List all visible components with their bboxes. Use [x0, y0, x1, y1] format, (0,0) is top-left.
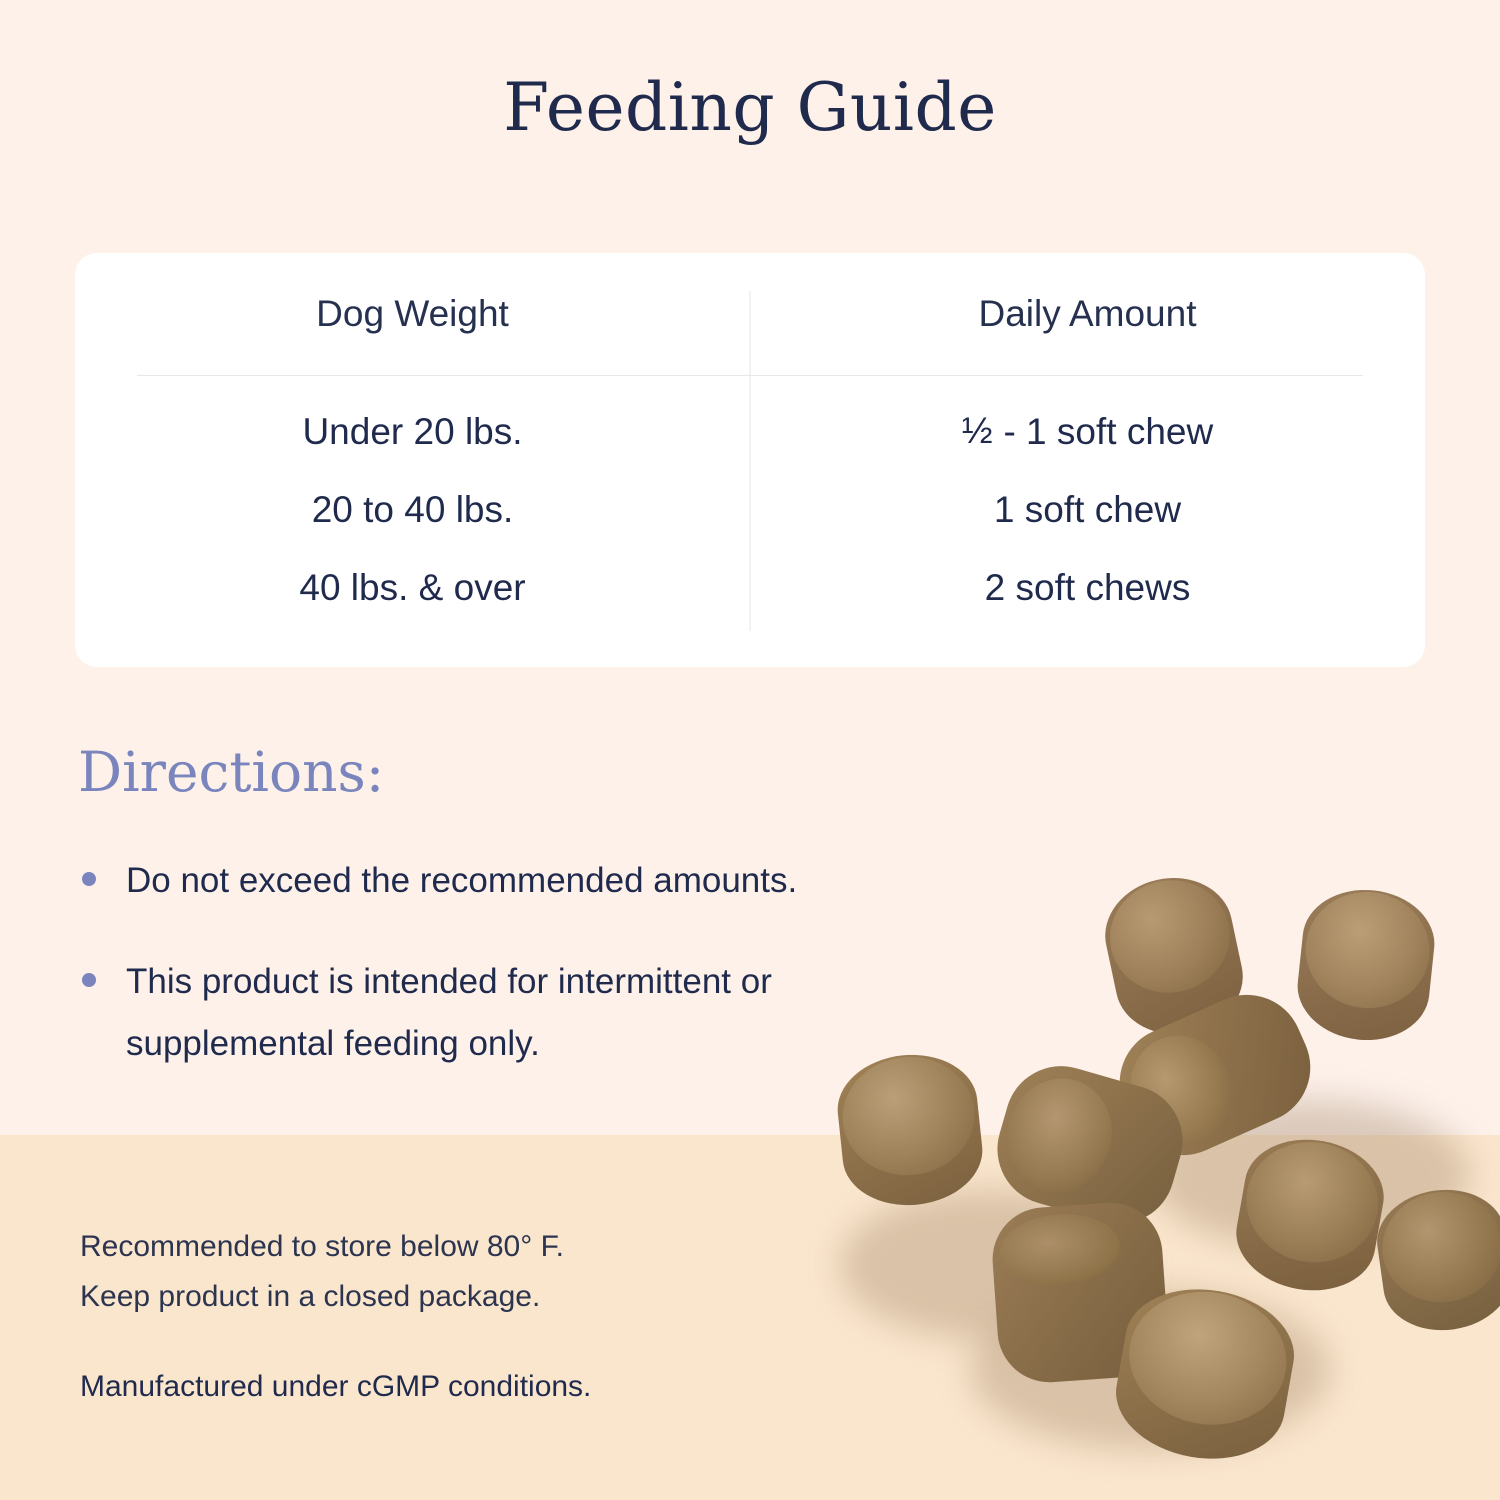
- page-title-container: [0, 69, 1500, 146]
- feeding-table-card: [75, 253, 1425, 667]
- list-item-text: Do not exceed the recommended amounts.: [126, 861, 798, 900]
- chew-piece: [833, 1048, 988, 1212]
- cell-dog-weight: Under 20 lbs.: [302, 411, 523, 452]
- chew-piece: [1293, 884, 1440, 1047]
- page-title: Feeding Guide: [503, 69, 997, 146]
- table-row: [75, 471, 1425, 549]
- manufacturing-note: Manufactured under cGMP conditions.: [80, 1370, 592, 1403]
- directions-heading: Directions:: [78, 740, 385, 804]
- bullet-dot-icon: [82, 872, 96, 886]
- bullet-dot-icon: [82, 973, 96, 987]
- storage-instructions: [80, 1222, 840, 1321]
- chew-top: [1100, 869, 1241, 1004]
- table-row: [75, 393, 1425, 471]
- soft-chew-pieces-photo: [820, 860, 1500, 1500]
- cell-daily-amount: 1 soft chew: [993, 489, 1182, 530]
- chew-top: [1119, 1280, 1298, 1437]
- cell-daily-amount-text: - 1 soft chew: [1003, 411, 1214, 452]
- cell-daily-amount: 2 soft chews: [984, 567, 1191, 608]
- chew-top: [1300, 886, 1435, 1014]
- fraction-half: ½: [961, 410, 994, 451]
- chew-top: [994, 1066, 1125, 1204]
- storage-line-2: Keep product in a closed package.: [80, 1279, 541, 1313]
- storage-line-1: Recommended to store below 80° F.: [80, 1230, 564, 1263]
- cell-daily-amount: [750, 411, 1425, 453]
- cell-dog-weight: 40 lbs. & over: [299, 567, 526, 608]
- table-row: [75, 549, 1425, 627]
- column-header-daily-amount: Daily Amount: [978, 293, 1197, 334]
- list-item-text: This product is intended for intermittent or supplemental feeding only.: [126, 962, 772, 1063]
- chew-top: [837, 1051, 981, 1182]
- chew-top: [998, 1210, 1123, 1288]
- feeding-table-body: [75, 393, 1425, 627]
- cell-dog-weight: 20 to 40 lbs.: [311, 489, 514, 530]
- column-header-dog-weight: Dog Weight: [316, 293, 509, 334]
